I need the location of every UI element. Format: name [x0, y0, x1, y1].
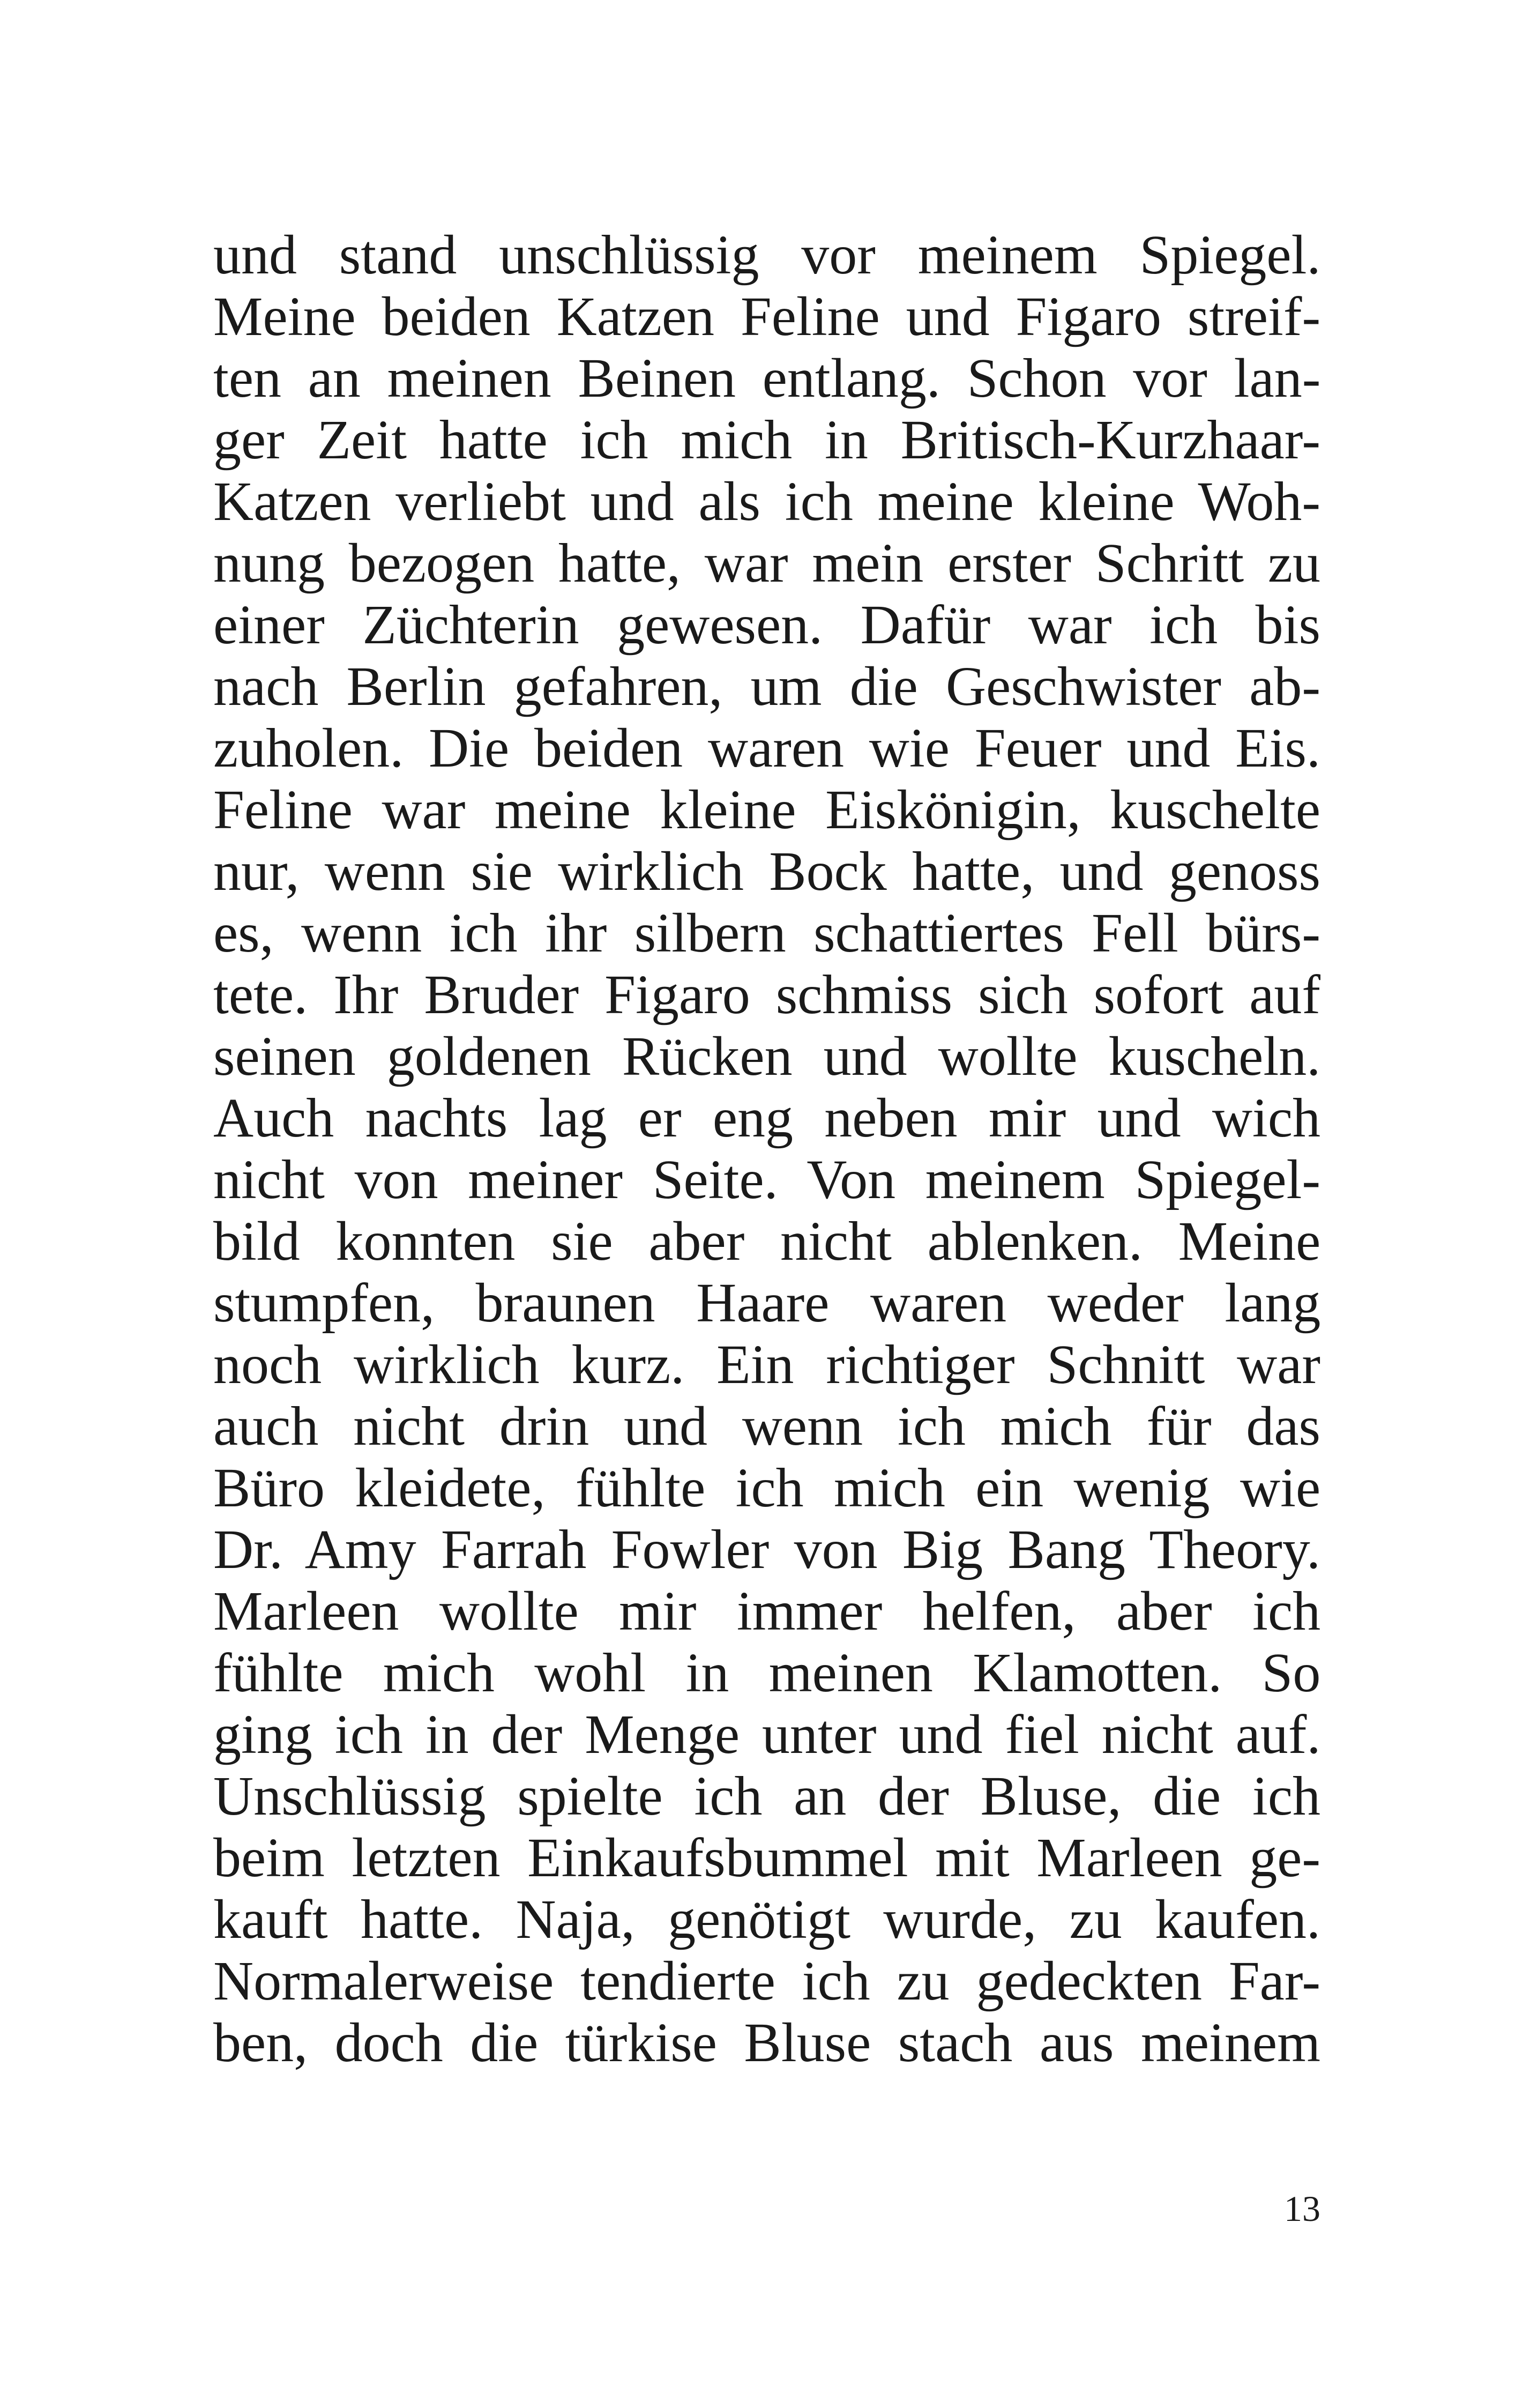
text-line-27: beim letzten Einkaufsbummel mit Marleen ge- [213, 1827, 1320, 1889]
text-line-13: tete. Ihr Bruder Figaro schmiss sich sofort auf [213, 964, 1321, 1025]
text-line-24: fühlte mich wohl in meinen Klamotten. So [213, 1642, 1321, 1704]
text-line-20: auch nicht drin und wenn ich mich für das [213, 1395, 1320, 1457]
text-line-29: Normalerweise tendierte ich zu gedeckten Far- [213, 1950, 1321, 2012]
text-line-7: einer Züchterin gewesen. Dafür war ich bis [213, 594, 1321, 656]
text-line-25: ging ich in der Menge unter und fiel nicht auf. [213, 1704, 1321, 1765]
text-line-28: kauft hatte. Naja, genötigt wurde, zu kaufen. [213, 1889, 1320, 1950]
body-text [213, 224, 1320, 2073]
page-number: 13 [1284, 2188, 1320, 2229]
text-line-15: Auch nachts lag er eng neben mir und wich [213, 1087, 1320, 1149]
text-line-30: ben, doch die türkise Bluse stach aus meinem [213, 2012, 1320, 2073]
text-line-19: noch wirklich kurz. Ein richtiger Schnitt war [213, 1334, 1320, 1395]
text-line-12: es, wenn ich ihr silbern schattiertes Fell bürs- [213, 902, 1320, 964]
text-line-1: und stand unschlüssig vor meinem Spiegel. [213, 224, 1321, 286]
text-line-14: seinen goldenen Rücken und wollte kuscheln. [213, 1025, 1321, 1087]
text-line-10: Feline war meine kleine Eiskönigin, kuschelte [213, 779, 1320, 841]
text-line-17: bild konnten sie aber nicht ablenken. Meine [213, 1210, 1321, 1272]
text-line-23: Marleen wollte mir immer helfen, aber ich [213, 1580, 1321, 1642]
text-line-5: Katzen verliebt und als ich meine kleine Woh- [213, 471, 1320, 532]
text-line-4: ger Zeit hatte ich mich in Britisch-Kurzhaar- [213, 409, 1320, 471]
text-line-26: Unschlüssig spielte ich an der Bluse, die ich [213, 1765, 1320, 1827]
text-line-2: Meine beiden Katzen Feline und Figaro streif- [213, 286, 1321, 347]
text-line-6: nung bezogen hatte, war mein erster Schritt zu [213, 532, 1320, 594]
text-line-3: ten an meinen Beinen entlang. Schon vor lan- [213, 347, 1321, 409]
text-line-18: stumpfen, braunen Haare waren weder lang [213, 1272, 1321, 1334]
text-line-9: zuholen. Die beiden waren wie Feuer und Eis. [213, 717, 1320, 779]
text-line-16: nicht von meiner Seite. Von meinem Spiegel- [213, 1149, 1321, 1210]
text-line-8: nach Berlin gefahren, um die Geschwister ab- [213, 656, 1320, 717]
text-line-22: Dr. Amy Farrah Fowler von Big Bang Theory. [213, 1519, 1320, 1580]
text-line-21: Büro kleidete, fühlte ich mich ein wenig wie [213, 1457, 1321, 1519]
text-line-11: nur, wenn sie wirklich Bock hatte, und genoss [213, 841, 1320, 902]
